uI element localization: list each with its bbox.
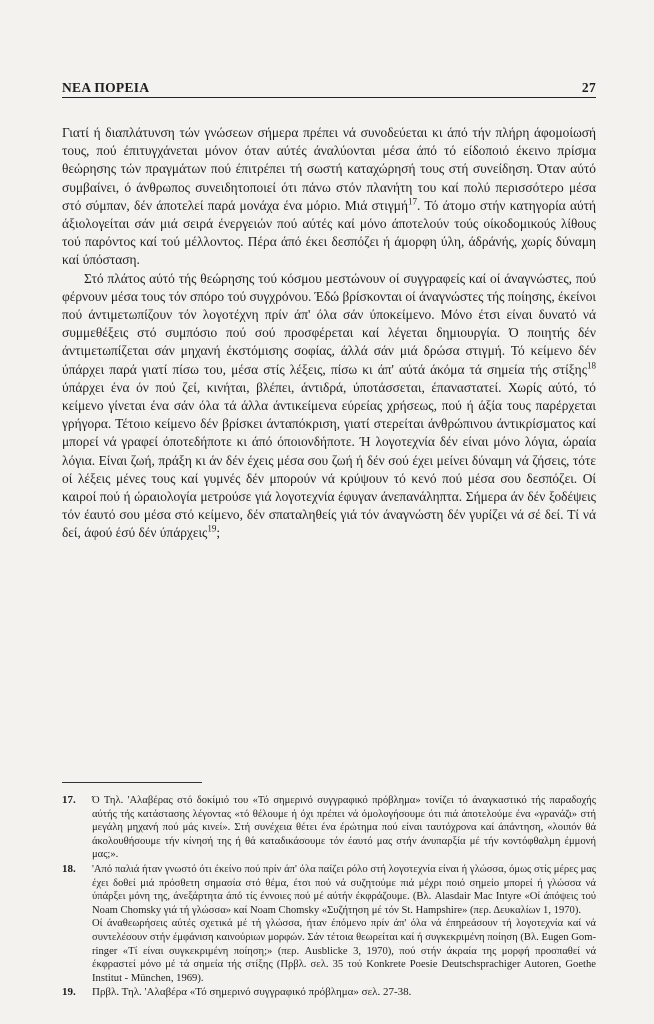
header-rule <box>62 97 596 98</box>
paragraph-2-tail: ύπάρχει ένα όν πού ζεί, κινήται, βλέπει, άντιδρά, ύποτάσσεται, έπαναστατεί. Χωρίς αύτό, τό κείμενο γίνεται ένα σάν όλα τά άλλα άντικείμενα εύρείας χρήσεως, πού ή άξία τους παρέρχεται γρήγορα. Τέτοιο κείμενο δέν βρίσκει άνταπόκριση, γιατί στερείται άνθρώπινου άντικρίσματος καί μπορεί νά γραφεί όποτεδήποτε κι άπό όποιονδήποτε. Ή λογοτεχνία δέν είναι μόνο λόγια, ώραία λόγια. Είναι ζωή, πράξη κι άν δέν έχεις μέσα σου ζωή ή δέν σού έχει μείνει δύναμη νά ζήσεις, τότε οί λέξεις μένες τους καί γυμνές δέν μπορούν νά κρύψουν τό κενό πού μέσα σου δεσπόζει. Οί καιροί πού ή ώραιολογία μετρούσε γιά λογοτεχνία έφυγαν άνεπανάληπτα. Σήμερα άν δέν ξοδέψεις τόν έαυτό σου μέσα στό κείμενο, δέν σπαταληθείς γιά τόν άναγνώστη δέν γυρίζει νά σέ δεί. Τί νά δεί, άφού έσύ δέν ύπάρχεις <box>62 379 596 541</box>
paragraph-1-text: Γιατί ή διαπλάτυνση τών γνώσεων σήμερα πρέπει νά συνοδεύεται κι άπό τήν πλήρη άφομοίωσή τους, πού έπιτυγχάνεται μόνον όταν αύτές άναλύονται μέσα άπό τό είδοποιό έκεινο πρίσμα θεώρησης τών πραγμάτων πού έπιτρέπει τή σωστή καταχώρησή τους στή συνείδηση. Όταν αύτό συμβαίνει, ό άνθρωπος συνειδητοποιεί ότι πάνω στόν πλανήτη του καί πολύ περισσότερο μέσα στό σύμπαν, δέν άποτελεί παρά μονάχα ένα μόριο. Μιά στιγμή <box>62 125 596 213</box>
footnote-17 <box>62 794 596 862</box>
footnote-text: 'Από παλιά ήταν γνωστό ότι έκείνο πού πρίν άπ' όλα παίζει ρόλο στή λογοτεχνία είναι ή γλώσσα, όμως στίς μέρες μας έχει δοθεί μιά πρόσθετη σημασία στό θέμα, έτσι πού νά συζητούμε πιά μέχρι ποιό σημείο μπορεί ή γλώσσα νά ύπάρξει μόνη της, άνεξάρτητα άπό τίς έννοιες πού μέ αύτήν έκφράζουμε. (Βλ. Alasdair Mac Intyre «Οί άπόψεις τού Noam Chomsky γιά τή γλώσσα» καί Noam Chomsky «Συζήτηση μέ τόν St. Hampshire» (περ. Δευκαλίων 1, 1970). <box>92 863 596 916</box>
footnote-text: Ό Τηλ. 'Αλαβέρας στό δοκίμιό του «Τό σημερινό συγγραφικό πρόβλημα» τονίζει τό άναγκαστικό τής παραδοχής αύτής τής κατάστασης λέγοντας «τό θέλουμε ή όχι πρέπει νά όμολογήσουμε ότι πιά άποτελούμε ένα «γρανάζι» στή μεγάλη μηχανή πού μάς κινεί». Στή συνέχεια θέτει ένα έρώτημα πού είναι ταυτόχρονα καί άπάντηση, «λοιπόν θά άκολουθήσουμε τήν κίνησή της ή θά καταδικάσουμε τόν έαυτό μας στήν άνυπαρξία μέ τήν κοντόφθαλμη έμμονή μας;». <box>92 795 596 861</box>
footnote-number: 18. <box>62 862 76 875</box>
footnote-number: 19. <box>62 986 76 999</box>
footnotes <box>62 794 596 1001</box>
page-number: 27 <box>581 80 596 95</box>
journal-title: ΝΕΑ ΠΟΡΕΙΑ <box>62 80 150 95</box>
footnote-text: Πρβλ. Τηλ. 'Αλαβέρα «Τό σημερινό συγγραφικό πρόβλημα» σελ. 27-38. <box>92 986 412 999</box>
footnote-rule <box>62 782 202 783</box>
paragraph-2 <box>62 270 596 543</box>
paragraph-2-text: Στό πλάτος αύτό τής θεώρησης τού κόσμου μεστώνουν οί συγγραφείς καί οί άναγνώστες, πού φέρνουν μέσα τους τόν σπόρο τού συγχρόνου. Έδώ βρίσκονται οί άναγνώστες τής ποίησης, έκείνοι πού άντιμετωπίζουν τόν λογοτέχνη πρίν άπ' όλα σάν ύποκείμενο. Μόνο έτσι είναι δυνατό νά συμμεθέξεις στό συμπόσιο πού σού προσφέρεται καί λέγεται δημιουργία. Ό ποιητής δέν άντιμετωπίζεται σάν μηχανή έκστόμισης σοφίας, άλλά σάν μιά δρώσα στιγμή. Τό κείμενο δέν ύπάρχει παρά γιατί πίσω του, μέσα στίς λέξεις, πίσω κι άπ' αύτά άκόμα τά σημεία τής στίξης <box>62 270 596 377</box>
footnote-text-continued: Οί άναθεωρήσεις αύτές σχετικά μέ τή γλώσσα, ήταν έπόμενο πρίν άπ' όλα νά έπηρεάσουν τή λογοτεχνία καί νά συντελέσουν στήν έμφάνιση καινούριων μορφών. Σάν τέτοια θεωρείται καί ή συγκεκριμένη ποίηση (Βλ. Eugen Gomringer «Τί είναι συγκεκριμένη ποίηση;» (περ. Ausblicke 3, 1970), πού στήν άκραία της μορφή προσπαθεί νά έκφραστεί μόνο μέ τά σημεία τής στίξης (Πρβλ. σελ. 35 τού Konkrete Poesie Deutschsprachiger Autoren, Goethe Institut - München, 1969). <box>92 918 596 984</box>
main-text <box>62 124 596 543</box>
running-head <box>62 80 596 96</box>
footnote-ref-18: 18 <box>587 360 596 371</box>
footnote-18 <box>62 863 596 985</box>
footnote-number: 17. <box>62 794 76 806</box>
footnote-ref-19: 19 <box>207 524 217 534</box>
footnote-19 <box>62 986 596 1000</box>
paragraph-2-end: ; <box>216 525 221 541</box>
paragraph-1-tail: . Τό άτομο στήν κατηγορία αύτή άξιολογείται σάν μιά σειρά ένεργειών πού αύτές καί μόνο άποτελούν τούς οίκοδομικούς λίθους τού παρόντος καί τού μέλλοντος. Πέρα άπό έκει δεσπόζει ή άμορφη ύλη, άδράνής, χωρίς δύναμη καί ύπόσταση. <box>62 197 596 268</box>
footnote-ref-17: 17 <box>407 196 417 207</box>
paragraph-1 <box>62 124 596 270</box>
